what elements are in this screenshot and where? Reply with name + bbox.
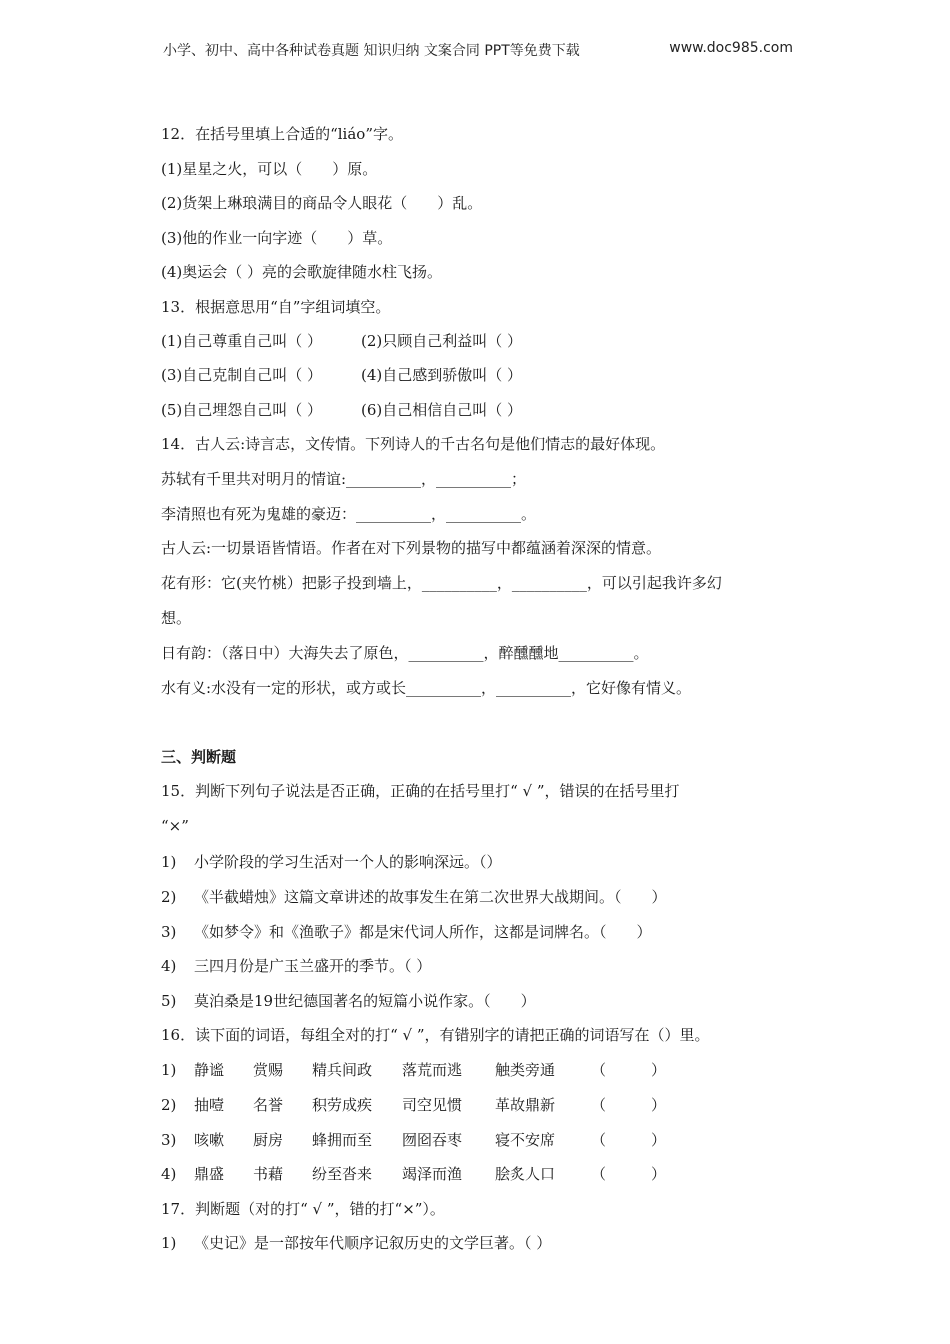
q16-num: 2) <box>161 1096 177 1114</box>
q15-item-num: 3) <box>161 923 177 941</box>
q15-title-cont: “×” <box>161 817 189 835</box>
q16-num: 4) <box>161 1165 177 1183</box>
q16-row <box>161 1059 721 1081</box>
q16-word: 竭泽而渔 <box>402 1165 463 1183</box>
q16-word: 落荒而逃 <box>402 1061 463 1079</box>
q16-word: 书藉 <box>253 1165 284 1183</box>
q16-word: 鼎盛 <box>194 1165 225 1183</box>
q16-row <box>161 1163 721 1185</box>
q16-word: 赏赐 <box>253 1061 284 1079</box>
q12-item: (1)星星之火，可以（ ）原。 <box>161 160 378 178</box>
q12-item: (2)货架上琳琅满目的商品令人眼花（ ）乱。 <box>161 194 483 212</box>
q15-item-num: 4) <box>161 957 177 975</box>
q16-word: 静谧 <box>194 1061 225 1079</box>
q16-num: 3) <box>161 1131 177 1149</box>
q13-item: (5)自己埋怨自己叫（ ） <box>161 401 323 419</box>
q17-item: 《史记》是一部按年代顺序记叙历史的文学巨著。（ ） <box>194 1234 552 1252</box>
q16-answer: （ ） <box>591 1131 667 1149</box>
q16-title: 16．读下面的词语，每组全对的打“ √ ”，有错别字的请把正确的词语写在（）里。 <box>161 1026 710 1044</box>
q14-line: 古人云:一切景语皆情语。作者在对下列景物的描写中都蕴涵着深深的情意。 <box>161 539 662 557</box>
q16-word: 名誉 <box>253 1096 284 1114</box>
q15-item: 小学阶段的学习生活对一个人的影响深远。（） <box>194 853 502 871</box>
q15-title: 15．判断下列句子说法是否正确，正确的在括号里打“ √ ”，错误的在括号里打 <box>161 782 680 800</box>
q14-line: 日有韵：（落日中）大海失去了原色，__________，醉醺醺地__________。 <box>161 644 649 662</box>
page-header <box>163 40 793 62</box>
q15-item: 《如梦令》和《渔歌子》都是宋代词人所作，这都是词牌名。（ ） <box>194 923 652 941</box>
q13-item: (3)自己克制自己叫（ ） <box>161 366 323 384</box>
q16-answer: （ ） <box>591 1061 667 1079</box>
q15-item-num: 2) <box>161 888 177 906</box>
q16-word: 蜂拥而至 <box>312 1131 373 1149</box>
q13-item: (1)自己尊重自己叫（ ） <box>161 332 323 350</box>
q16-word: 咳嗽 <box>194 1131 225 1149</box>
q16-word: 囫囵吞枣 <box>402 1131 463 1149</box>
q16-word: 触类旁通 <box>495 1061 556 1079</box>
q16-word: 司空见惯 <box>402 1096 463 1114</box>
q16-word: 脍炙人口 <box>495 1165 556 1183</box>
q16-answer: （ ） <box>591 1096 667 1114</box>
q16-row <box>161 1094 721 1116</box>
q15-item-num: 5) <box>161 992 177 1010</box>
q14-title: 14．古人云:诗言志，文传情。下列诗人的千古名句是他们情志的最好体现。 <box>161 435 666 453</box>
q16-word: 革故鼎新 <box>495 1096 556 1114</box>
q14-line: 李清照也有死为鬼雄的豪迈：__________，__________。 <box>161 505 537 523</box>
q16-row <box>161 1129 721 1151</box>
q15-item: 莫泊桑是19世纪德国著名的短篇小说作家。（ ） <box>194 992 536 1010</box>
q16-word: 厨房 <box>253 1131 284 1149</box>
q12-item: (3)他的作业一向字迹（ ）草。 <box>161 229 393 247</box>
q14-line: 水有义:水没有一定的形状，或方或长__________，__________，它好像有情义。 <box>161 679 692 697</box>
header-url: www.doc985.com <box>669 40 793 56</box>
q15-item: 《半截蜡烛》这篇文章讲述的故事发生在第二次世界大战期间。（ ） <box>194 888 667 906</box>
q16-word: 抽噎 <box>194 1096 225 1114</box>
q16-word: 寝不安席 <box>495 1131 556 1149</box>
q13-title: 13．根据意思用“自”字组词填空。 <box>161 298 391 316</box>
q15-item-num: 1) <box>161 853 177 871</box>
q16-num: 1) <box>161 1061 177 1079</box>
section-title: 三、判断题 <box>161 748 237 766</box>
q16-word: 精兵间政 <box>312 1061 373 1079</box>
q16-answer: （ ） <box>591 1165 667 1183</box>
header-text: 小学、初中、高中各种试卷真题 知识归纳 文案合同 PPT等免费下载 <box>163 43 580 59</box>
q15-item: 三四月份是广玉兰盛开的季节。（ ） <box>194 957 432 975</box>
q17-title: 17．判断题（对的打“ √ ”，错的打“×”）。 <box>161 1200 445 1218</box>
q16-word: 积劳成疾 <box>312 1096 373 1114</box>
q14-line: 花有形：它(夹竹桃）把影子投到墙上，__________，__________，可以引起我许多幻 <box>161 574 722 592</box>
q13-item: (6)自己相信自己叫（ ） <box>361 401 523 419</box>
q12-title: 12．在括号里填上合适的“liáo”字。 <box>161 125 403 143</box>
q14-line: 苏轼有千里共对明月的情谊:__________，__________； <box>161 470 527 488</box>
q14-line: 想。 <box>161 609 192 627</box>
q12-item: (4)奥运会（ ）亮的会歌旋律随水柱飞扬。 <box>161 263 443 281</box>
q13-item: (4)自己感到骄傲叫（ ） <box>361 366 523 384</box>
q17-item-num: 1) <box>161 1234 177 1252</box>
q13-item: (2)只顾自己利益叫（ ） <box>361 332 523 350</box>
q16-word: 纷至沓来 <box>312 1165 373 1183</box>
